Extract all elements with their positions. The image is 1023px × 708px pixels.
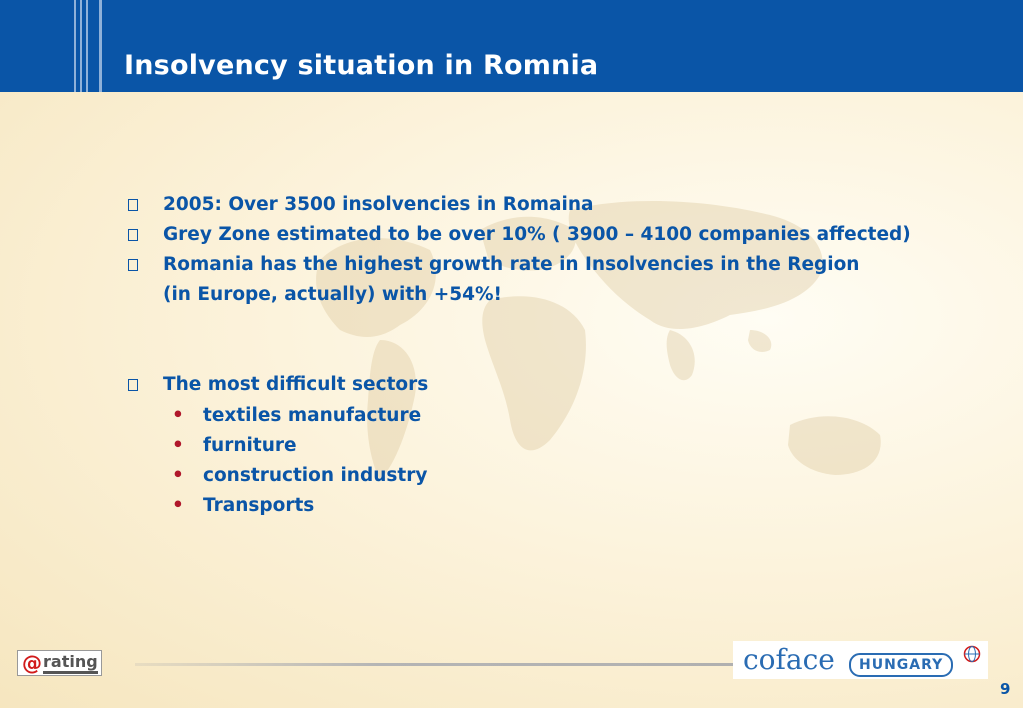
sector-text: furniture [203, 435, 297, 456]
bullet-text: Romania has the highest growth rate in Insolvencies in the Region [163, 254, 860, 275]
sector-text: construction industry [203, 465, 428, 486]
sectors-heading: The most difficult sectors [163, 374, 429, 395]
at-sign-icon: @ [22, 651, 42, 675]
sub-bullet-icon: • [172, 495, 184, 516]
bullet-marker-icon [128, 259, 138, 271]
slide-title: Insolvency situation in Romnia [124, 50, 599, 81]
coface-logo [733, 641, 988, 679]
bullet-text: 2005: Over 3500 insolvencies in Romaina [163, 194, 594, 215]
globe-icon [963, 645, 981, 663]
bullet-marker-icon [128, 199, 138, 211]
bullet-text: (in Europe, actually) with +54%! [163, 284, 502, 305]
coface-region-label: HUNGARY [849, 653, 953, 677]
sector-text: Transports [203, 495, 315, 516]
rating-logo [17, 650, 102, 676]
bullet-text: Grey Zone estimated to be over 10% ( 3900 – 4100 companies affected) [163, 224, 911, 245]
sub-bullet-icon: • [172, 465, 184, 486]
sector-text: textiles manufacture [203, 405, 422, 426]
bullet-marker-icon [128, 229, 138, 241]
footer-divider [135, 663, 740, 666]
bullet-marker-icon [128, 379, 138, 391]
rating-logo-text: rating [43, 653, 98, 674]
page-number: 9 [1000, 680, 1011, 698]
coface-logo-text: coface [743, 643, 835, 676]
sub-bullet-icon: • [172, 405, 184, 426]
sub-bullet-icon: • [172, 435, 184, 456]
